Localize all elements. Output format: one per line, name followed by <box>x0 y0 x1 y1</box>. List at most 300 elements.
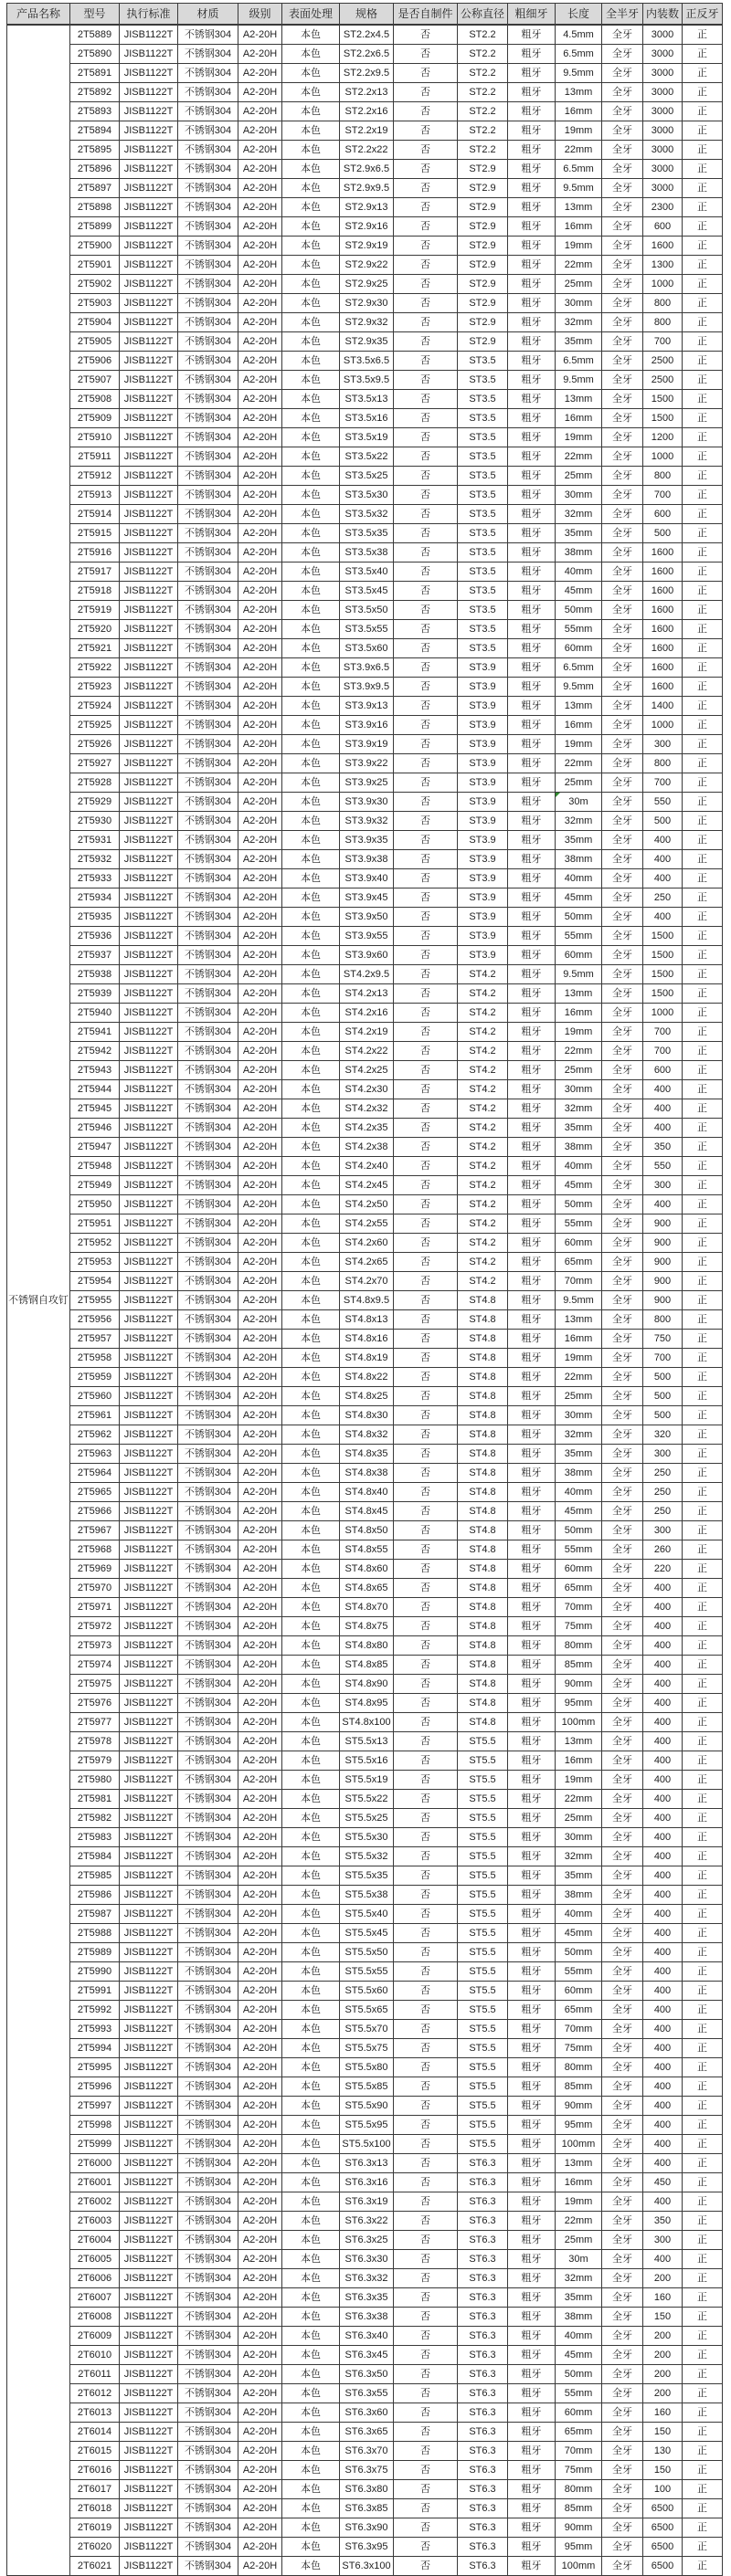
grade-cell: A2-20H <box>238 582 282 601</box>
spec-cell: ST5.5x65 <box>340 2001 394 2020</box>
grade-cell: A2-20H <box>238 1119 282 1138</box>
pack-qty-cell: 400 <box>643 2135 683 2154</box>
thread-coverage-cell: 全牙 <box>602 1368 643 1387</box>
pack-qty-cell: 400 <box>643 1617 683 1636</box>
grade-cell: A2-20H <box>238 1732 282 1751</box>
material-cell: 不锈钢304 <box>178 563 238 582</box>
standard-cell: JISB1122T <box>120 1886 178 1905</box>
length-cell: 55mm <box>556 1962 602 1982</box>
spec-cell: ST5.5x40 <box>340 1905 394 1924</box>
thread-pitch-cell: 粗牙 <box>508 1272 556 1291</box>
model-cell: 2T5934 <box>70 888 120 908</box>
thread-pitch-cell: 粗牙 <box>508 1119 556 1138</box>
diameter-cell: ST4.2 <box>458 984 508 1004</box>
thread-pitch-cell: 粗牙 <box>508 2518 556 2538</box>
finish-cell: 本色 <box>282 371 340 390</box>
grade-cell: A2-20H <box>238 1809 282 1828</box>
thread-coverage-cell: 全牙 <box>602 2365 643 2384</box>
length-cell: 100mm <box>556 2135 602 2154</box>
standard-cell: JISB1122T <box>120 946 178 965</box>
finish-cell: 本色 <box>282 83 340 102</box>
diameter-cell: ST2.9 <box>458 256 508 275</box>
standard-cell: JISB1122T <box>120 2346 178 2365</box>
standard-cell: JISB1122T <box>120 927 178 946</box>
material-cell: 不锈钢304 <box>178 2250 238 2269</box>
thread-coverage-cell: 全牙 <box>602 1023 643 1042</box>
pack-qty-cell: 400 <box>643 1924 683 1943</box>
model-cell: 2T5923 <box>70 678 120 697</box>
model-cell: 2T5897 <box>70 179 120 198</box>
thread-pitch-cell: 粗牙 <box>508 716 556 735</box>
length-cell: 13mm <box>556 697 602 716</box>
pack-qty-cell: 150 <box>643 2308 683 2327</box>
thread-coverage-cell: 全牙 <box>602 678 643 697</box>
model-cell: 2T5922 <box>70 658 120 678</box>
model-cell: 2T5902 <box>70 275 120 294</box>
pack-qty-cell: 3000 <box>643 25 683 45</box>
material-cell: 不锈钢304 <box>178 217 238 237</box>
model-cell: 2T5996 <box>70 2077 120 2097</box>
thread-direction-cell: 正 <box>683 2442 723 2461</box>
model-cell: 2T5909 <box>70 409 120 428</box>
self-made-cell: 否 <box>394 1828 458 1847</box>
model-cell: 2T5937 <box>70 946 120 965</box>
model-cell: 2T5970 <box>70 1579 120 1598</box>
table-row <box>7 2231 723 2250</box>
self-made-cell: 否 <box>394 543 458 563</box>
diameter-cell: ST3.5 <box>458 505 508 524</box>
finish-cell: 本色 <box>282 2538 340 2557</box>
finish-cell: 本色 <box>282 179 340 198</box>
material-cell: 不锈钢304 <box>178 332 238 352</box>
table-row <box>7 2442 723 2461</box>
finish-cell: 本色 <box>282 1617 340 1636</box>
table-row <box>7 2039 723 2058</box>
diameter-cell: ST2.9 <box>458 237 508 256</box>
material-cell: 不锈钢304 <box>178 428 238 447</box>
grade-cell: A2-20H <box>238 908 282 927</box>
model-cell: 2T5953 <box>70 1253 120 1272</box>
length-cell: 85mm <box>556 2499 602 2518</box>
grade-cell: A2-20H <box>238 2250 282 2269</box>
self-made-cell: 否 <box>394 716 458 735</box>
pack-qty-cell: 400 <box>643 1732 683 1751</box>
finish-cell: 本色 <box>282 1962 340 1982</box>
pack-qty-cell: 3000 <box>643 179 683 198</box>
grade-cell: A2-20H <box>238 2557 282 2576</box>
table-row <box>7 275 723 294</box>
finish-cell: 本色 <box>282 927 340 946</box>
model-cell: 2T5919 <box>70 601 120 620</box>
diameter-cell: ST4.8 <box>458 1713 508 1732</box>
thread-direction-cell: 正 <box>683 409 723 428</box>
grade-cell: A2-20H <box>238 2135 282 2154</box>
length-cell: 25mm <box>556 1387 602 1406</box>
length-cell: 25mm <box>556 275 602 294</box>
spec-cell: ST2.9x22 <box>340 256 394 275</box>
standard-cell: JISB1122T <box>120 1445 178 1464</box>
thread-direction-cell: 正 <box>683 2039 723 2058</box>
grade-cell: A2-20H <box>238 620 282 639</box>
thread-coverage-cell: 全牙 <box>602 1560 643 1579</box>
thread-coverage-cell: 全牙 <box>602 275 643 294</box>
thread-direction-cell: 正 <box>683 1982 723 2001</box>
thread-coverage-cell: 全牙 <box>602 1080 643 1099</box>
thread-direction-cell: 正 <box>683 582 723 601</box>
thread-direction-cell: 正 <box>683 984 723 1004</box>
pack-qty-cell: 1500 <box>643 946 683 965</box>
self-made-cell: 否 <box>394 639 458 658</box>
standard-cell: JISB1122T <box>120 179 178 198</box>
standard-cell: JISB1122T <box>120 850 178 869</box>
length-cell: 60mm <box>556 2403 602 2423</box>
pack-qty-cell: 3000 <box>643 121 683 141</box>
thread-pitch-cell: 粗牙 <box>508 793 556 812</box>
spec-cell: ST4.2x60 <box>340 1234 394 1253</box>
length-cell: 25mm <box>556 1809 602 1828</box>
finish-cell: 本色 <box>282 524 340 543</box>
model-cell: 2T5910 <box>70 428 120 447</box>
thread-coverage-cell: 全牙 <box>602 352 643 371</box>
standard-cell: JISB1122T <box>120 1349 178 1368</box>
self-made-cell: 否 <box>394 1176 458 1195</box>
thread-pitch-cell: 粗牙 <box>508 2077 556 2097</box>
table-row <box>7 1023 723 1042</box>
length-cell: 25mm <box>556 2231 602 2250</box>
model-cell: 2T5914 <box>70 505 120 524</box>
finish-cell: 本色 <box>282 141 340 160</box>
table-row <box>7 2403 723 2423</box>
spec-cell: ST4.8x65 <box>340 1579 394 1598</box>
thread-pitch-cell: 粗牙 <box>508 1234 556 1253</box>
pack-qty-cell: 600 <box>643 505 683 524</box>
grade-cell: A2-20H <box>238 2442 282 2461</box>
spec-cell: ST3.5x38 <box>340 543 394 563</box>
spec-cell: ST4.2x19 <box>340 1023 394 1042</box>
grade-cell: A2-20H <box>238 2327 282 2346</box>
finish-cell: 本色 <box>282 850 340 869</box>
self-made-cell: 否 <box>394 256 458 275</box>
spec-cell: ST6.3x100 <box>340 2557 394 2576</box>
finish-cell: 本色 <box>282 754 340 773</box>
grade-cell: A2-20H <box>238 1579 282 1598</box>
model-cell: 2T5944 <box>70 1080 120 1099</box>
grade-cell: A2-20H <box>238 1176 282 1195</box>
material-cell: 不锈钢304 <box>178 754 238 773</box>
thread-direction-cell: 正 <box>683 1617 723 1636</box>
table-row <box>7 1042 723 1061</box>
diameter-cell: ST5.5 <box>458 1866 508 1886</box>
thread-direction-cell: 正 <box>683 332 723 352</box>
diameter-cell: ST4.2 <box>458 1099 508 1119</box>
thread-direction-cell: 正 <box>683 543 723 563</box>
pack-qty-cell: 200 <box>643 2269 683 2288</box>
standard-cell: JISB1122T <box>120 793 178 812</box>
diameter-cell: ST3.9 <box>458 716 508 735</box>
diameter-cell: ST4.8 <box>458 1406 508 1425</box>
spec-cell: ST2.9x35 <box>340 332 394 352</box>
spec-cell: ST2.2x4.5 <box>340 25 394 45</box>
thread-direction-cell: 正 <box>683 2192 723 2212</box>
thread-pitch-cell: 粗牙 <box>508 754 556 773</box>
material-cell: 不锈钢304 <box>178 2039 238 2058</box>
finish-cell: 本色 <box>282 2346 340 2365</box>
finish-cell: 本色 <box>282 1330 340 1349</box>
pack-qty-cell: 6500 <box>643 2499 683 2518</box>
pack-qty-cell: 400 <box>643 1790 683 1809</box>
model-cell: 2T5911 <box>70 447 120 467</box>
spec-cell: ST4.8x32 <box>340 1425 394 1445</box>
self-made-cell: 否 <box>394 1636 458 1656</box>
thread-pitch-cell: 粗牙 <box>508 984 556 1004</box>
thread-coverage-cell: 全牙 <box>602 1464 643 1483</box>
spec-cell: ST5.5x16 <box>340 1751 394 1771</box>
grade-cell: A2-20H <box>238 812 282 831</box>
thread-direction-cell: 正 <box>683 2480 723 2499</box>
length-cell: 13mm <box>556 2154 602 2173</box>
thread-coverage-cell: 全牙 <box>602 25 643 45</box>
thread-pitch-cell: 粗牙 <box>508 2327 556 2346</box>
table-row <box>7 601 723 620</box>
table-row <box>7 1771 723 1790</box>
thread-direction-cell: 正 <box>683 1694 723 1713</box>
thread-direction-cell: 正 <box>683 1330 723 1349</box>
spec-cell: ST6.3x22 <box>340 2212 394 2231</box>
length-cell: 80mm <box>556 1636 602 1656</box>
thread-coverage-cell: 全牙 <box>602 1579 643 1598</box>
finish-cell: 本色 <box>282 1540 340 1560</box>
thread-coverage-cell: 全牙 <box>602 1483 643 1502</box>
thread-direction-cell: 正 <box>683 313 723 332</box>
material-cell: 不锈钢304 <box>178 275 238 294</box>
standard-cell: JISB1122T <box>120 198 178 217</box>
model-cell: 2T5920 <box>70 620 120 639</box>
finish-cell: 本色 <box>282 2442 340 2461</box>
model-cell: 2T5987 <box>70 1905 120 1924</box>
thread-pitch-cell: 粗牙 <box>508 773 556 793</box>
spec-cell: ST6.3x19 <box>340 2192 394 2212</box>
thread-coverage-cell: 全牙 <box>602 658 643 678</box>
spec-cell: ST5.5x45 <box>340 1924 394 1943</box>
pack-qty-cell: 300 <box>643 1445 683 1464</box>
finish-cell: 本色 <box>282 275 340 294</box>
grade-cell: A2-20H <box>238 371 282 390</box>
standard-cell: JISB1122T <box>120 2116 178 2135</box>
finish-cell: 本色 <box>282 2403 340 2423</box>
thread-pitch-cell: 粗牙 <box>508 1636 556 1656</box>
thread-pitch-cell: 粗牙 <box>508 237 556 256</box>
diameter-cell: ST2.9 <box>458 313 508 332</box>
standard-cell: JISB1122T <box>120 1330 178 1349</box>
table-row <box>7 524 723 543</box>
pack-qty-cell: 400 <box>643 1751 683 1771</box>
thread-coverage-cell: 全牙 <box>602 1771 643 1790</box>
thread-pitch-cell: 粗牙 <box>508 888 556 908</box>
thread-coverage-cell: 全牙 <box>602 1157 643 1176</box>
thread-coverage-cell: 全牙 <box>602 1330 643 1349</box>
pack-qty-cell: 220 <box>643 1560 683 1579</box>
table-row <box>7 467 723 486</box>
standard-cell: JISB1122T <box>120 2192 178 2212</box>
self-made-cell: 否 <box>394 1387 458 1406</box>
material-cell: 不锈钢304 <box>178 2518 238 2538</box>
self-made-cell: 否 <box>394 1004 458 1023</box>
length-cell: 40mm <box>556 563 602 582</box>
thread-coverage-cell: 全牙 <box>602 141 643 160</box>
standard-cell: JISB1122T <box>120 1195 178 1214</box>
diameter-cell: ST6.3 <box>458 2250 508 2269</box>
material-cell: 不锈钢304 <box>178 25 238 45</box>
table-row <box>7 1636 723 1656</box>
thread-coverage-cell: 全牙 <box>602 1943 643 1962</box>
spec-cell: ST3.5x6.5 <box>340 352 394 371</box>
diameter-cell: ST2.9 <box>458 198 508 217</box>
grade-cell: A2-20H <box>238 332 282 352</box>
thread-direction-cell: 正 <box>683 2403 723 2423</box>
length-cell: 35mm <box>556 332 602 352</box>
pack-qty-cell: 550 <box>643 1157 683 1176</box>
model-cell: 2T5988 <box>70 1924 120 1943</box>
material-cell: 不锈钢304 <box>178 1234 238 1253</box>
model-cell: 2T5936 <box>70 927 120 946</box>
material-cell: 不锈钢304 <box>178 160 238 179</box>
standard-cell: JISB1122T <box>120 505 178 524</box>
diameter-cell: ST3.5 <box>458 620 508 639</box>
self-made-cell: 否 <box>394 83 458 102</box>
self-made-cell: 否 <box>394 2557 458 2576</box>
standard-cell: JISB1122T <box>120 1598 178 1617</box>
grade-cell: A2-20H <box>238 1521 282 1540</box>
material-cell: 不锈钢304 <box>178 946 238 965</box>
spec-cell: ST6.3x38 <box>340 2308 394 2327</box>
thread-coverage-cell: 全牙 <box>602 1617 643 1636</box>
model-cell: 2T6004 <box>70 2231 120 2250</box>
self-made-cell: 否 <box>394 1291 458 1310</box>
material-cell: 不锈钢304 <box>178 812 238 831</box>
self-made-cell: 否 <box>394 812 458 831</box>
thread-coverage-cell: 全牙 <box>602 1119 643 1138</box>
pack-qty-cell: 1300 <box>643 256 683 275</box>
model-cell: 2T5906 <box>70 352 120 371</box>
grade-cell: A2-20H <box>238 601 282 620</box>
finish-cell: 本色 <box>282 294 340 313</box>
finish-cell: 本色 <box>282 1579 340 1598</box>
grade-cell: A2-20H <box>238 121 282 141</box>
table-row <box>7 1540 723 1560</box>
diameter-cell: ST4.8 <box>458 1349 508 1368</box>
material-cell: 不锈钢304 <box>178 2212 238 2231</box>
table-row <box>7 25 723 45</box>
diameter-cell: ST5.5 <box>458 1905 508 1924</box>
material-cell: 不锈钢304 <box>178 2346 238 2365</box>
thread-coverage-cell: 全牙 <box>602 543 643 563</box>
length-cell: 60mm <box>556 1560 602 1579</box>
finish-cell: 本色 <box>282 1253 340 1272</box>
thread-direction-cell: 正 <box>683 198 723 217</box>
table-row <box>7 1119 723 1138</box>
thread-direction-cell: 正 <box>683 1732 723 1751</box>
standard-cell: JISB1122T <box>120 313 178 332</box>
material-cell: 不锈钢304 <box>178 582 238 601</box>
material-cell: 不锈钢304 <box>178 1540 238 1560</box>
thread-pitch-cell: 粗牙 <box>508 1847 556 1866</box>
grade-cell: A2-20H <box>238 2308 282 2327</box>
self-made-cell: 否 <box>394 1943 458 1962</box>
spec-cell: ST6.3x25 <box>340 2231 394 2250</box>
material-cell: 不锈钢304 <box>178 1099 238 1119</box>
self-made-cell: 否 <box>394 2480 458 2499</box>
self-made-cell: 否 <box>394 735 458 754</box>
length-cell: 50mm <box>556 1521 602 1540</box>
thread-coverage-cell: 全牙 <box>602 1387 643 1406</box>
pack-qty-cell: 6500 <box>643 2557 683 2576</box>
finish-cell: 本色 <box>282 563 340 582</box>
model-cell: 2T5927 <box>70 754 120 773</box>
thread-pitch-cell: 粗牙 <box>508 927 556 946</box>
thread-pitch-cell: 粗牙 <box>508 390 556 409</box>
material-cell: 不锈钢304 <box>178 1751 238 1771</box>
finish-cell: 本色 <box>282 543 340 563</box>
thread-direction-cell: 正 <box>683 1790 723 1809</box>
pack-qty-cell: 160 <box>643 2403 683 2423</box>
standard-cell: JISB1122T <box>120 2518 178 2538</box>
pack-qty-cell: 400 <box>643 1675 683 1694</box>
length-cell: 35mm <box>556 2288 602 2308</box>
thread-direction-cell: 正 <box>683 2116 723 2135</box>
thread-coverage-cell: 全牙 <box>602 505 643 524</box>
thread-pitch-cell: 粗牙 <box>508 1176 556 1195</box>
thread-coverage-cell: 全牙 <box>602 1540 643 1560</box>
pack-qty-cell: 2300 <box>643 198 683 217</box>
model-cell: 2T5973 <box>70 1636 120 1656</box>
material-cell: 不锈钢304 <box>178 1866 238 1886</box>
length-cell: 9.5mm <box>556 965 602 984</box>
thread-direction-cell: 正 <box>683 639 723 658</box>
diameter-cell: ST4.2 <box>458 1234 508 1253</box>
thread-direction-cell: 正 <box>683 601 723 620</box>
self-made-cell: 否 <box>394 2058 458 2077</box>
material-cell: 不锈钢304 <box>178 2154 238 2173</box>
grade-cell: A2-20H <box>238 1502 282 1521</box>
table-row <box>7 428 723 447</box>
model-cell: 2T5990 <box>70 1962 120 1982</box>
self-made-cell: 否 <box>394 2039 458 2058</box>
finish-cell: 本色 <box>282 160 340 179</box>
material-cell: 不锈钢304 <box>178 1962 238 1982</box>
thread-coverage-cell: 全牙 <box>602 2250 643 2269</box>
spec-cell: ST4.8x16 <box>340 1330 394 1349</box>
diameter-cell: ST4.8 <box>458 1368 508 1387</box>
thread-coverage-cell: 全牙 <box>602 984 643 1004</box>
thread-direction-cell: 正 <box>683 1272 723 1291</box>
standard-cell: JISB1122T <box>120 352 178 371</box>
grade-cell: A2-20H <box>238 2039 282 2058</box>
finish-cell: 本色 <box>282 965 340 984</box>
thread-pitch-cell: 粗牙 <box>508 1943 556 1962</box>
self-made-cell: 否 <box>394 1195 458 1214</box>
thread-direction-cell: 正 <box>683 1886 723 1905</box>
grade-cell: A2-20H <box>238 1272 282 1291</box>
pack-qty-cell: 260 <box>643 1540 683 1560</box>
standard-cell: JISB1122T <box>120 2499 178 2518</box>
thread-coverage-cell: 全牙 <box>602 2327 643 2346</box>
thread-pitch-cell: 粗牙 <box>508 582 556 601</box>
thread-coverage-cell: 全牙 <box>602 2077 643 2097</box>
spec-cell: ST3.5x60 <box>340 639 394 658</box>
material-cell: 不锈钢304 <box>178 1656 238 1675</box>
material-cell: 不锈钢304 <box>178 735 238 754</box>
material-cell: 不锈钢304 <box>178 869 238 888</box>
